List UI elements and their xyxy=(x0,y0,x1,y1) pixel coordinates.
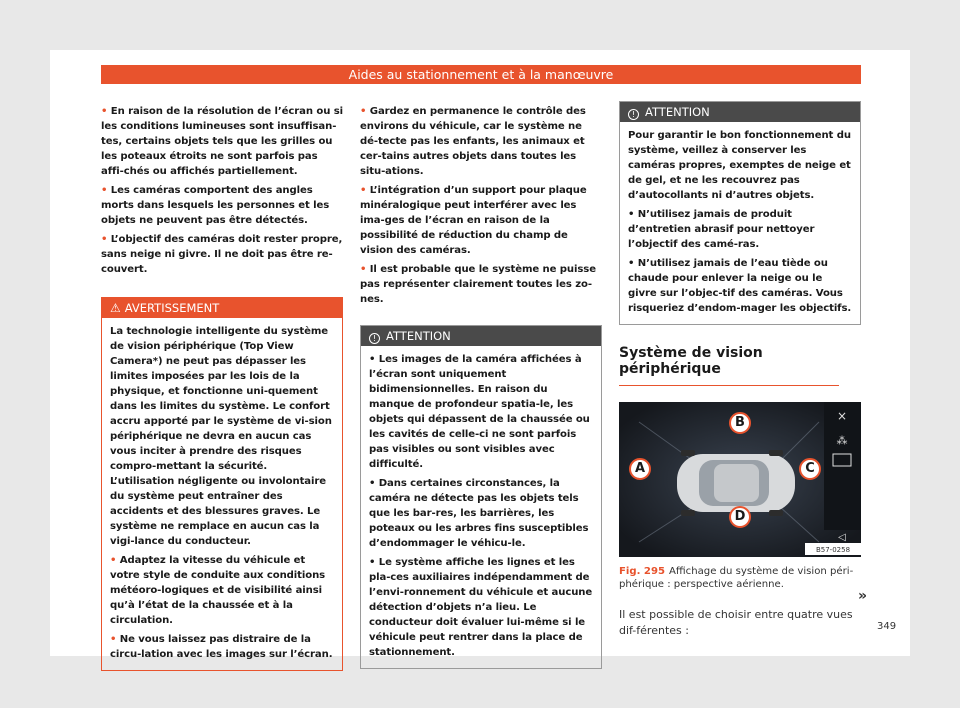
exclamation-circle-icon: ! xyxy=(369,333,380,344)
column-3 xyxy=(619,101,861,639)
list-item: • Ne vous laissez pas distraire de la circu-lation avec les images sur l’écran. xyxy=(110,634,333,660)
section-title: Système de vision périphérique xyxy=(619,345,839,386)
list-item: • L’objectif des caméras doit rester propre, sans neige ni givre. Il ne doit pas être re-couvert. xyxy=(101,234,343,275)
list-item: • L’intégration d’un support pour plaque minéralogique peut interférer avec les ima-ges de l’écran en raison de la possibilité de réduction du champ de vision des caméras. xyxy=(360,185,587,256)
body-text: Il est possible de choisir entre quatre vues dif-férentes : xyxy=(619,608,853,637)
page-content xyxy=(50,50,910,660)
figure-caption xyxy=(619,565,861,591)
column-1 xyxy=(101,104,343,671)
label-d: D xyxy=(729,506,751,528)
list-item: • Les caméras comportent des angles morts dans lesquels les personnes et les objets ne peuvent pas être détectés. xyxy=(101,185,330,226)
sound-icon: ◁ xyxy=(838,532,846,543)
warning-body xyxy=(102,318,342,670)
label-c: C xyxy=(799,458,821,480)
attention-box xyxy=(360,325,602,669)
warning-box xyxy=(101,297,343,671)
label-a: A xyxy=(629,458,651,480)
figure-number: Fig. 295 xyxy=(619,566,665,577)
list-item: • Dans certaines circonstances, la caméra ne détecte pas les objets tels que les bar-res, les barrières, les poteaux ou les arbres fins susceptibles d’endommager le véhicu-le. xyxy=(369,478,589,549)
label-b: B xyxy=(729,412,751,434)
list-item: • Le système affiche les lignes et les pla-ces auxiliaires indépendamment de l’envi-ronnement du véhicule et aucune détection d’objets n’a lieu. Le conducteur doit évaluer lui-même si le véhicule peut rentrer dans la place de stationnement. xyxy=(369,557,593,658)
figure-caption-text: Affichage du système de vision péri-phérique : perspective aérienne. xyxy=(619,566,854,590)
attention-header: ! ATTENTION xyxy=(361,326,601,346)
top-view-figure xyxy=(619,402,861,557)
warning-header: ⚠ AVERTISSEMENT xyxy=(102,298,342,318)
list-item: • Adaptez la vitesse du véhicule et votre style de conduite aux conditions météoro-logiques et de visibilité ainsi qu’à l’état de la chaussée et à la circulation. xyxy=(110,555,326,626)
warning-triangle-icon: ⚠ xyxy=(110,301,121,315)
attention-box xyxy=(619,101,861,325)
page-header: Aides au stationnement et à la manœuvre xyxy=(101,65,861,84)
column-2 xyxy=(360,104,602,669)
list-item: • Gardez en permanence le contrôle des environs du véhicule, car le système ne dé-tecte pas les enfants, les animaux et cer-tains autres objets dans toutes les situ-ations. xyxy=(360,106,586,177)
list-item: • N’utilisez jamais de l’eau tiède ou chaude pour enlever la neige ou le givre sur l’objec-tif des caméras. Vous risqueriez d’endom-mager les objectifs. xyxy=(628,258,852,314)
attention-body xyxy=(361,346,601,668)
page-number: 349 xyxy=(877,621,897,632)
attention-body xyxy=(620,122,860,324)
list-item: • Il est probable que le système ne puisse pas représenter clairement toutes les zo-nes. xyxy=(360,264,596,305)
exclamation-circle-icon: ! xyxy=(628,109,639,120)
attention-header: ! ATTENTION xyxy=(620,102,860,122)
list-item: • N’utilisez jamais de produit d’entretien abrasif pour nettoyer l’objectif des camé-ras. xyxy=(628,209,815,250)
view-toggle-icon: ⁂ xyxy=(836,434,848,447)
close-icon: × xyxy=(836,409,848,423)
attention-text: Pour garantir le bon fonctionnement du système, veillez à conserver les caméras propres, exemptes de neige et de gel, et ne les recouvrez pas d’autocollants ni d’autres objets. xyxy=(628,130,851,201)
svg-text:B57-0258: B57-0258 xyxy=(815,546,851,554)
list-item: • En raison de la résolution de l’écran ou si les conditions lumineuses sont insuffisan-tes, certains objets tels que les grilles ou les poteaux étroits ne sont parfois pas affi-chés ou affichés partiellement. xyxy=(101,106,343,177)
continue-mark: » xyxy=(858,588,868,604)
list-item: • Les images de la caméra affichées à l’écran sont uniquement bidimensionnelles. En raison du manque de profondeur spatia-le, les objets qui dépassent de la chaussée ou les cavités de celle-ci ne sont parfois pas visibles ou sont visibles avec difficulté. xyxy=(369,354,590,470)
warning-text: La technologie intelligente du système de vision périphérique (Top View Camera*) ne peut pas dépasser les limites imposées par les lois de la physique, et fonctionne uni-quement dans les limites du système. Le confort accru apporté par le système de vi-sion périphérique ne devra en aucun cas vous inciter à prendre des risques compro-mettant la sécurité. L’utilisation négligente ou involontaire du système peut entraîner des accidents et des blessures graves. Le système ne remplace en aucun cas la vigi-lance du conducteur. xyxy=(110,326,332,547)
